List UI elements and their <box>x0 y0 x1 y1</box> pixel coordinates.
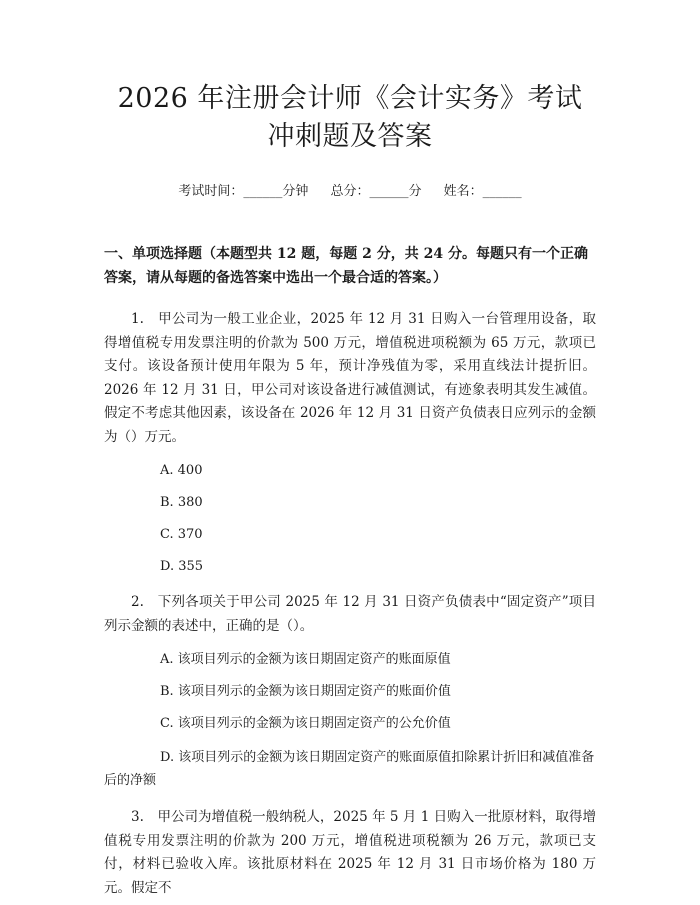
question-1-option-a: A. 400 <box>160 463 203 478</box>
question-3: 3. 甲公司为增值税一般纳税人，2025 年 5 月 1 日购入一批原材料，取得增值税专用发票注明的价款为 200 万元，增值税进项税额为 26 万元，款项已支付，材料已验收入库。该批原材料在 2025 年 12 月 31 日市场价格为 180 万元。假定不 <box>104 809 596 896</box>
question-1-option-c: C. 370 <box>160 527 203 542</box>
exam-score: 总分：______分 <box>330 184 422 199</box>
page-title: 2026 年注册会计师《会计实务》考试冲刺题及答案 <box>117 83 583 152</box>
exam-meta <box>104 182 596 202</box>
section-heading: 一、单项选择题（本题型共 12 题，每题 2 分，共 24 分。每题只有一个正确答案，请从每题的备选答案中选出一个最合适的答案。） <box>104 246 588 286</box>
question-1-option-d: D. 355 <box>160 559 204 574</box>
question-2-option-d: D. 该项目列示的金额为该日期固定资产的账面原值扣除累计折旧和减值准备后的净额 <box>104 750 595 788</box>
question-2-option-a: A. 该项目列示的金额为该日期固定资产的账面原值 <box>160 652 451 667</box>
question-1: 1. 甲公司为一般工业企业，2025 年 12 月 31 日购入一台管理用设备，取得增值税专用发票注明的价款为 500 万元，增值税进项税额为 65 万元，款项已支付。该设备预计使用年限为 5 年，预计净残值为零，采用直线法计提折旧。2026 年 12 月 31 日，甲公司对该设备进行减值测试，有迹象表明其发生减值。假定不考虑其他因素，该设备在 2026 年 12 月 31 日资产负债表日应列示的金额为（）万元。 <box>104 311 596 445</box>
exam-time: 考试时间：______分钟 <box>178 184 309 199</box>
question-1-option-b: B. 380 <box>160 495 203 510</box>
exam-name: 姓名：______ <box>443 184 522 199</box>
question-2-option-b: B. 该项目列示的金额为该日期固定资产的账面价值 <box>160 684 451 699</box>
question-2-option-c: C. 该项目列示的金额为该日期固定资产的公允价值 <box>160 716 451 731</box>
question-2: 2. 下列各项关于甲公司 2025 年 12 月 31 日资产负债表中“固定资产”项目列示金额的表述中，正确的是（）。 <box>104 594 596 634</box>
